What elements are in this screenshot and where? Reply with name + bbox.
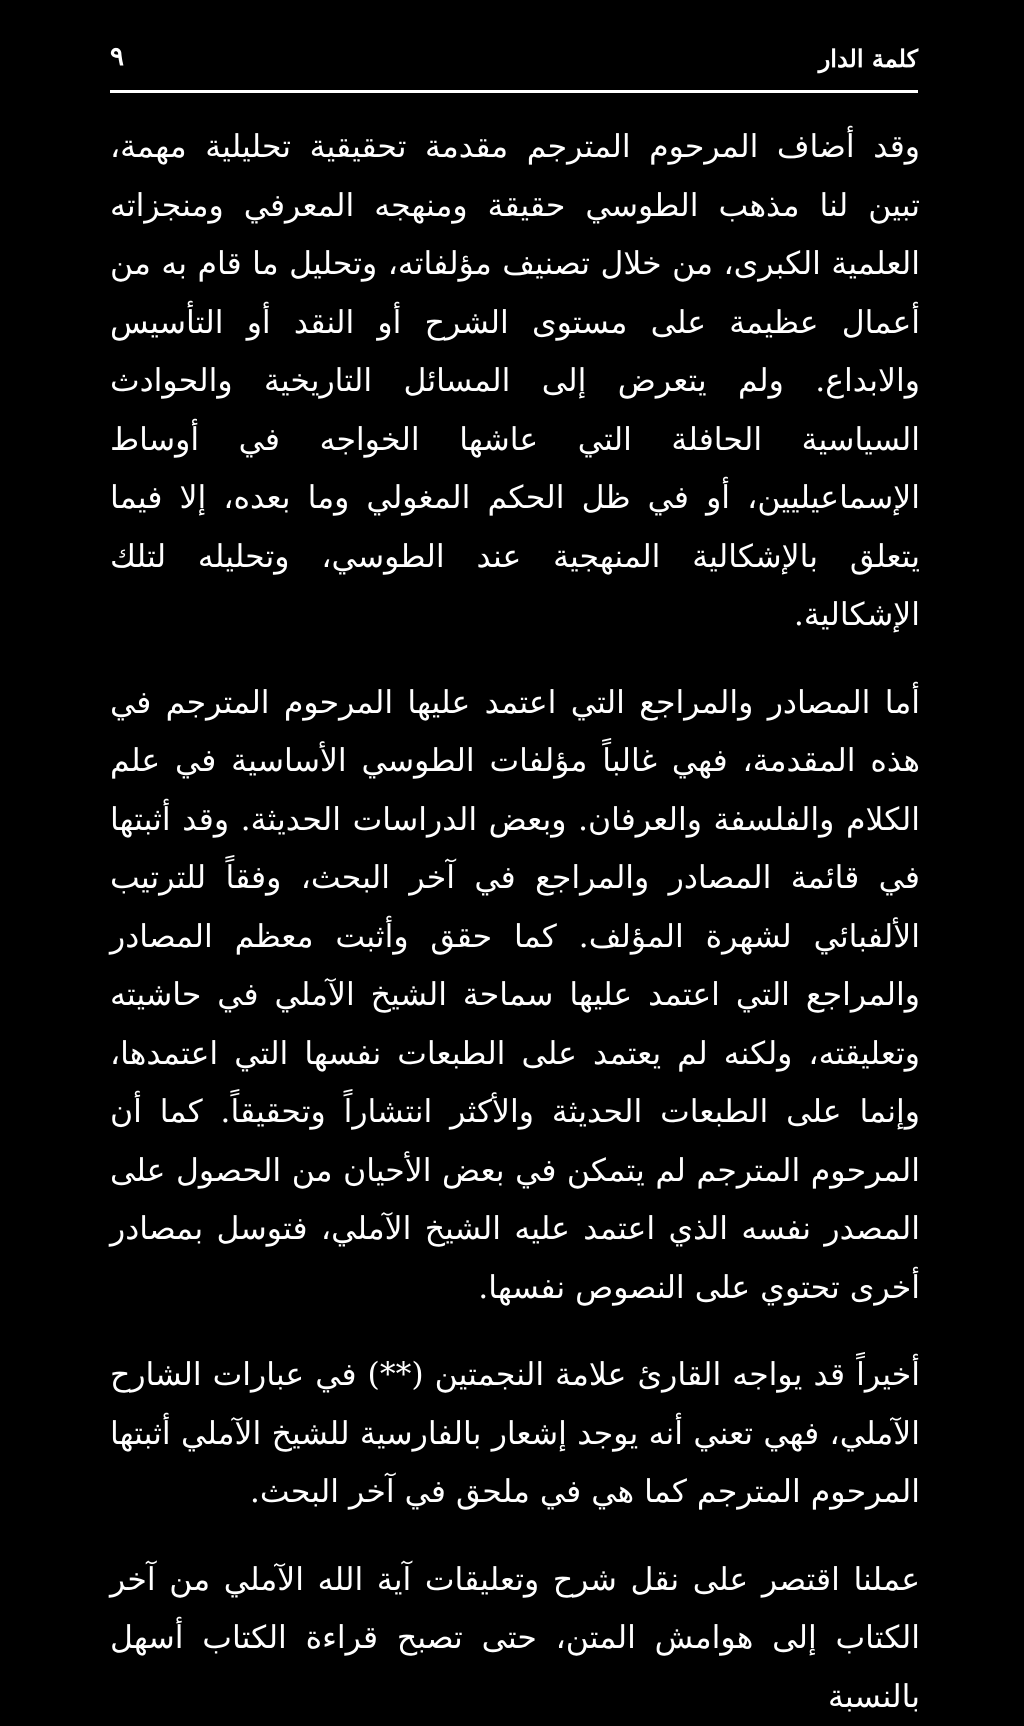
paragraph-3: أخيراً قد يواجه القارئ علامة النجمتين (**) في عبارات الشارح الآملي، فهي تعني أنه يوجد إشعار بالفارسية للشيخ الآملي أثبتها المرحوم المترجم كما هي في ملحق في آخر البحث. [110, 1346, 920, 1522]
page-header [110, 40, 918, 93]
paragraph-2: أما المصادر والمراجع التي اعتمد عليها المرحوم المترجم في هذه المقدمة، فهي غالباً مؤلفات الطوسي الأساسية في علم الكلام والفلسفة والعرفان. وبعض الدراسات الحديثة. وقد أثبتها في قائمة المصادر والمراجع في آخر البحث، وفقاً للترتيب الألفبائي لشهرة المؤلف. كما حقق وأثبت معظم المصادر والمراجع التي اعتمد عليها سماحة الشيخ الآملي في حاشيته وتعليقته، ولكنه لم يعتمد على الطبعات نفسها التي اعتمدها، وإنما على الطبعات الحديثة والأكثر انتشاراً وتحقيقاً. كما أن المرحوم المترجم لم يتمكن في بعض الأحيان من الحصول على المصدر نفسه الذي اعتمد عليه الشيخ الآملي، فتوسل بمصادر أخرى تحتوي على النصوص نفسها. [110, 674, 920, 1318]
running-title: كلمة الدار [819, 44, 918, 73]
body-text [110, 118, 920, 1726]
paragraph-1: وقد أضاف المرحوم المترجم مقدمة تحقيقية تحليلية مهمة، تبين لنا مذهب الطوسي حقيقة ومنهجه المعرفي ومنجزاته العلمية الكبرى، من خلال تصنيف مؤلفاته، وتحليل ما قام به من أعمال عظيمة على مستوى الشرح أو النقد أو التأسيس والابداع. ولم يتعرض إلى المسائل التاريخية والحوادث السياسية الحافلة التي عاشها الخواجه في أوساط الإسماعيليين، أو في ظل الحكم المغولي وما بعده، إلا فيما يتعلق بالإشكالية المنهجية عند الطوسي، وتحليله لتلك الإشكالية. [110, 118, 920, 645]
page-number: ٩ [110, 42, 124, 72]
paragraph-4: عملنا اقتصر على نقل شرح وتعليقات آية الله الآملي من آخر الكتاب إلى هوامش المتن، حتى تصبح قراءة الكتاب أسهل بالنسبة [110, 1551, 920, 1726]
